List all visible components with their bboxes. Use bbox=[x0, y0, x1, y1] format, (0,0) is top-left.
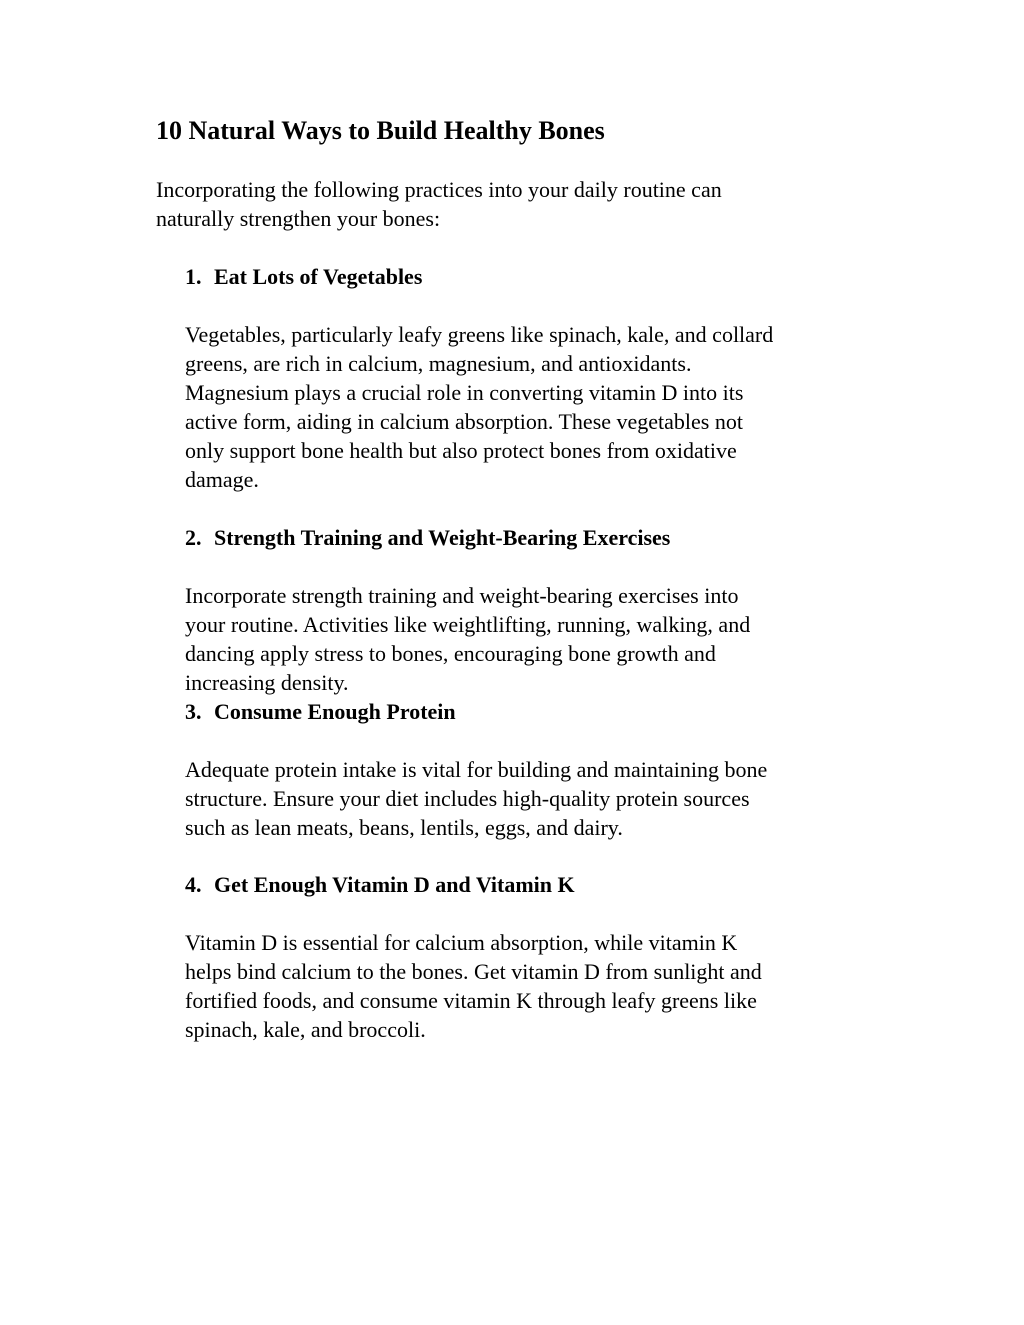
paragraph-line: only support bone health but also protect bones from oxidative bbox=[185, 438, 737, 463]
section-number: 2. bbox=[185, 525, 202, 550]
paragraph-line: your routine. Activities like weightlifting, running, walking, and bbox=[185, 612, 751, 637]
section-title: Strength Training and Weight-Bearing Exercises bbox=[214, 525, 671, 550]
section-title: Eat Lots of Vegetables bbox=[214, 264, 423, 289]
section-paragraph-3 bbox=[185, 755, 875, 842]
page-title: 10 Natural Ways to Build Healthy Bones bbox=[156, 116, 605, 145]
paragraph-line: spinach, kale, and broccoli. bbox=[185, 1017, 426, 1042]
paragraph-line: increasing density. bbox=[185, 670, 349, 695]
section-title: Consume Enough Protein bbox=[214, 699, 456, 724]
section-heading-1 bbox=[185, 262, 422, 291]
paragraph-line: Vitamin D is essential for calcium absorption, while vitamin K bbox=[185, 930, 738, 955]
intro-line: naturally strengthen your bones: bbox=[156, 206, 441, 231]
section-paragraph-4 bbox=[185, 928, 875, 1044]
section-number: 1. bbox=[185, 264, 202, 289]
section-paragraph-1 bbox=[185, 320, 875, 494]
section-heading-4 bbox=[185, 870, 575, 899]
paragraph-line: helps bind calcium to the bones. Get vitamin D from sunlight and bbox=[185, 959, 762, 984]
section-number: 3. bbox=[185, 699, 202, 724]
section-heading-2 bbox=[185, 523, 670, 552]
section-paragraph-2 bbox=[185, 581, 875, 697]
paragraph-line: such as lean meats, beans, lentils, eggs, and dairy. bbox=[185, 815, 623, 840]
paragraph-line: Incorporate strength training and weight-bearing exercises into bbox=[185, 583, 739, 608]
section-heading-3 bbox=[185, 697, 456, 726]
paragraph-line: greens, are rich in calcium, magnesium, and antioxidants. bbox=[185, 351, 692, 376]
paragraph-line: damage. bbox=[185, 467, 259, 492]
paragraph-line: Adequate protein intake is vital for building and maintaining bone bbox=[185, 757, 768, 782]
intro-line: Incorporating the following practices into your daily routine can bbox=[156, 177, 722, 202]
paragraph-line: Magnesium plays a crucial role in converting vitamin D into its bbox=[185, 380, 744, 405]
section-number: 4. bbox=[185, 872, 202, 897]
intro-paragraph bbox=[156, 175, 856, 233]
paragraph-line: dancing apply stress to bones, encouraging bone growth and bbox=[185, 641, 716, 666]
section-title: Get Enough Vitamin D and Vitamin K bbox=[214, 872, 575, 897]
paragraph-line: active form, aiding in calcium absorption. These vegetables not bbox=[185, 409, 743, 434]
paragraph-line: fortified foods, and consume vitamin K through leafy greens like bbox=[185, 988, 757, 1013]
paragraph-line: structure. Ensure your diet includes high-quality protein sources bbox=[185, 786, 750, 811]
paragraph-line: Vegetables, particularly leafy greens like spinach, kale, and collard bbox=[185, 322, 774, 347]
